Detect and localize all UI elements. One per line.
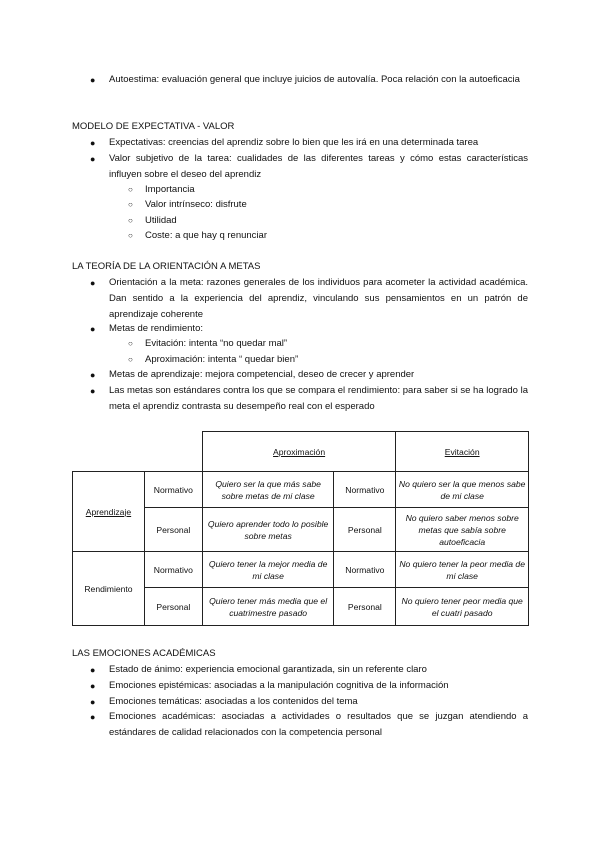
filled-bullet-icon: ● [90,154,96,164]
bullet-text: Valor subjetivo de la tarea: cualidades de las diferentes tareas y cómo estas características influyen sobre el deseo del aprendiz [109,153,528,180]
column-header-aproximacion: Aproximación [202,432,396,472]
table-cell: Quiero aprender todo lo posible sobre metas [202,508,334,552]
personal-label: Personal [334,588,396,626]
hollow-bullet-icon: ○ [128,216,133,225]
bullet-item [90,694,528,710]
hollow-bullet-icon: ○ [128,339,133,348]
bullet-item [90,275,528,323]
table-cell: No quiero saber menos sobre metas que sabía sobre autoeficacia [396,508,529,552]
row-header-aprendizaje: Aprendizaje [73,472,145,552]
bullet-text: Orientación a la meta: razones generales de los individuos para acometer la actividad académica. Dan sentido a la experiencia del aprendiz, vinculando sus pensamientos en un patrón de aprendizaje coherente [109,277,528,320]
bullet-item [90,383,528,415]
filled-bullet-icon: ● [90,697,96,707]
bullet-item [90,135,528,151]
normativo-label: Normativo [144,552,202,588]
sub-bullet-text: Utilidad [145,215,177,226]
bullet-item [90,367,528,383]
table-cell: No quiero tener peor media que el cuatri pasado [396,588,529,626]
sub-bullet-item [128,213,528,229]
bullet-item [90,321,528,337]
column-header-evitacion: Evitación [396,432,529,472]
bullet-item-autoestima [90,72,528,88]
normativo-label: Normativo [334,472,396,508]
table-cell: Quiero tener la mejor media de mi clase [202,552,334,588]
bullet-item [90,678,528,694]
personal-label: Personal [144,508,202,552]
hollow-bullet-icon: ○ [128,200,133,209]
filled-bullet-icon: ● [90,712,96,722]
bullet-text: Metas de rendimiento: [109,323,203,334]
sub-bullet-item [128,352,528,368]
bullet-text: Estado de ánimo: experiencia emocional garantizada, sin un referente claro [109,664,427,675]
filled-bullet-icon: ● [90,278,96,288]
section-heading-emociones: LAS EMOCIONES ACADÉMICAS [72,648,216,659]
section-heading-teoria: LA TEORÍA DE LA ORIENTACIÓN A METAS [72,261,261,272]
personal-label: Personal [334,508,396,552]
table-corner [73,432,203,472]
bullet-text: Emociones temáticas: asociadas a los contenidos del tema [109,696,358,707]
sub-bullet-item [128,182,528,198]
sub-bullet-text: Valor intrínseco: disfrute [145,199,247,210]
bullet-text: Autoestima: evaluación general que incluye juicios de autovalía. Poca relación con la autoeficacia [109,74,520,85]
bullet-item [90,662,528,678]
hollow-bullet-icon: ○ [128,355,133,364]
filled-bullet-icon: ● [90,370,96,380]
bullet-text: Emociones epistémicas: asociadas a la manipulación cognitiva de la información [109,680,449,691]
table-cell: No quiero tener la peor media de mi clase [396,552,529,588]
bullet-text: Expectativas: creencias del aprendiz sobre lo bien que les irá en una determinada tarea [109,137,479,148]
row-header-rendimiento: Rendimiento [73,552,145,626]
bullet-item [90,151,528,183]
goal-orientation-table [72,431,529,626]
normativo-label: Normativo [334,552,396,588]
hollow-bullet-icon: ○ [128,231,133,240]
bullet-item [90,709,528,741]
bullet-text: Emociones académicas: asociadas a actividades o resultados que se juzgan atendiendo a estándares de calidad relacionados con la competencia personal [109,711,528,738]
sub-bullet-item [128,336,528,352]
table-cell: Quiero tener más media que el cuatrimestre pasado [202,588,334,626]
sub-bullet-item [128,228,528,244]
bullet-text: Las metas son estándares contra los que se compara el rendimiento: para saber si se ha logrado la meta el aprendiz contrasta su desempeño real con el esperado [109,385,528,412]
filled-bullet-icon: ● [90,75,96,85]
sub-bullet-text: Aproximación: intenta “ quedar bien” [145,354,299,365]
personal-label: Personal [144,588,202,626]
sub-bullet-item [128,197,528,213]
normativo-label: Normativo [144,472,202,508]
sub-bullet-text: Evitación: intenta “no quedar mal” [145,338,288,349]
sub-bullet-text: Importancia [145,184,195,195]
sub-bullet-text: Coste: a que hay q renunciar [145,230,267,241]
table-cell: Quiero ser la que más sabe sobre metas de mi clase [202,472,334,508]
hollow-bullet-icon: ○ [128,185,133,194]
filled-bullet-icon: ● [90,386,96,396]
bullet-text: Metas de aprendizaje: mejora competencial, deseo de crecer y aprender [109,369,415,380]
filled-bullet-icon: ● [90,138,96,148]
section-heading-modelo: MODELO DE EXPECTATIVA - VALOR [72,121,235,132]
filled-bullet-icon: ● [90,681,96,691]
table-cell: No quiero ser la que menos sabe de mi clase [396,472,529,508]
filled-bullet-icon: ● [90,324,96,334]
filled-bullet-icon: ● [90,665,96,675]
